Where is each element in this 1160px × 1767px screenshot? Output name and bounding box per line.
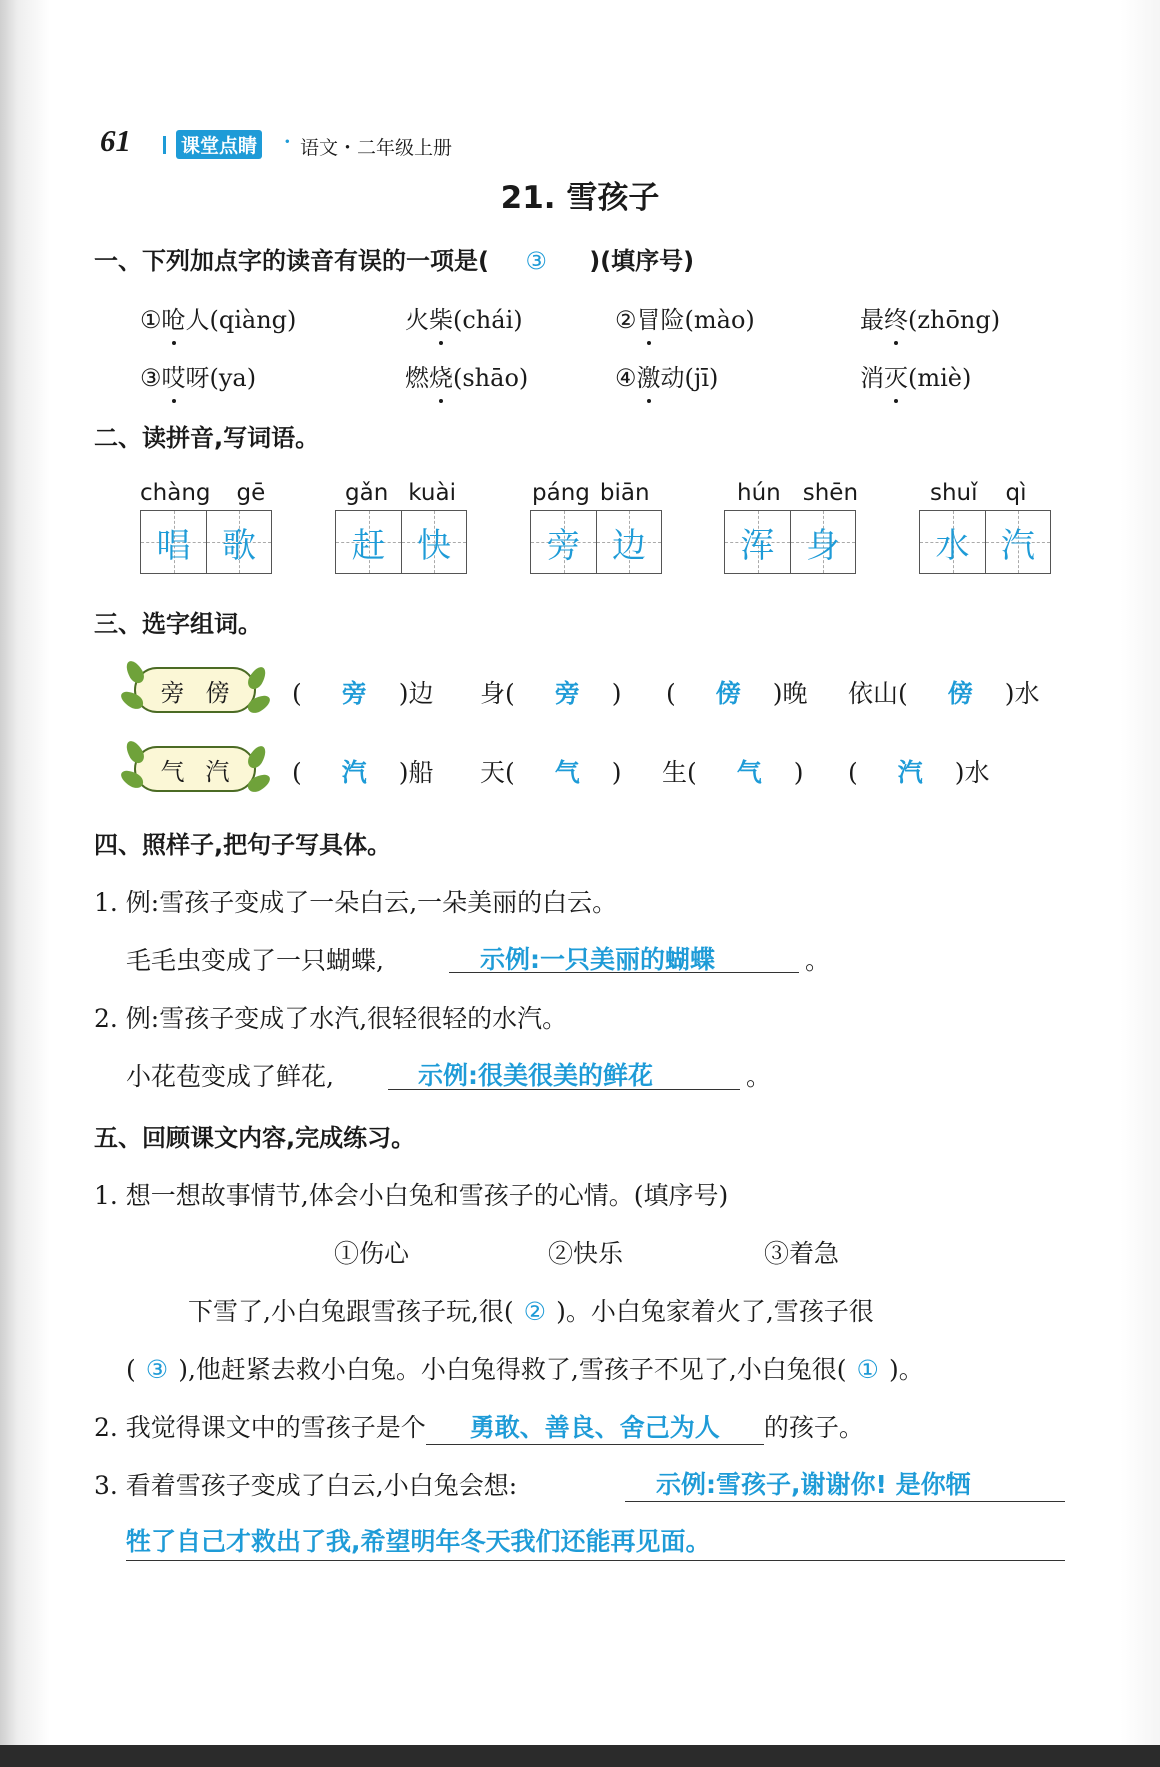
s5-question-3: 3. 看着雪孩子变成了白云,小白兔会想: [94,1471,518,1500]
tian-grid-4 [724,510,856,574]
pinyin-3: páng biān [532,480,650,506]
period: 。 [746,1062,772,1091]
s1-item-1: ①呛人(qiàng) [140,300,296,335]
s4-answer-2: 示例:很美很美的鲜花 [418,1061,653,1090]
grid-cell: 浑 [725,511,790,573]
s4-example-2: 2. 例:雪孩子变成了水汽,很轻很轻的水汽。 [94,1004,568,1033]
tian-grid-3 [530,510,662,574]
s3-r1-item4: 依山( 傍 )水 [848,679,1040,708]
s4-question-2: 小花苞变成了鲜花, [126,1062,334,1091]
brand-badge: 课堂点睛 [176,130,262,159]
s5-question-1: 1. 想一想故事情节,体会小白兔和雪孩子的心情。(填序号) [94,1181,729,1210]
grid-cell: 快 [401,511,466,573]
header-dot: · [284,131,291,153]
section4-heading: 四、照样子,把句子写具体。 [94,831,392,859]
s1-item-5: ③哎呀(ya) [140,358,256,393]
grid-cell: 身 [790,511,855,573]
bottom-bar [0,1745,1160,1767]
s1-item-3: ②冒险(mào) [615,300,755,335]
s1-item-2: 火柴(chái) [405,300,523,335]
tian-grid-2 [335,510,467,574]
pinyin-5: shuǐ qì [930,480,1027,506]
s5-answer-3-line2: 牲了自己才救出了我,希望明年冬天我们还能再见面。 [126,1527,711,1556]
s3-r2-item3: 生( 气 ) [662,758,804,787]
lesson-title: 21. 雪孩子 [500,180,660,216]
character-choice-badge-2: 气 汽 [134,746,256,792]
s5-question-2: 2. 我觉得课文中的雪孩子是个 勇敢、善良、舍己为人 的孩子。 [94,1408,864,1445]
s4-question-1: 毛毛虫变成了一只蝴蝶, [126,946,384,975]
s3-r1-item1: ( 旁 )边 [292,679,434,708]
pinyin-2: gǎn kuài [345,480,456,506]
s5-paragraph-line1: 下雪了,小白兔跟雪孩子玩,很( ② )。小白兔家着火了,雪孩子很 [188,1297,874,1326]
grid-cell: 边 [596,511,661,573]
section1-answer: ③ [525,247,547,275]
s5-option-2: ②快乐 [548,1239,624,1268]
s5-answer-2: 勇敢、善良、舍己为人 [426,1408,764,1445]
tian-grid-1 [140,510,272,574]
character-choice-badge-1: 旁 傍 [134,667,256,713]
grid-cell: 赶 [336,511,401,573]
s5-option-1: ①伤心 [334,1239,410,1268]
s5-answer-3-line1: 示例:雪孩子,谢谢你! 是你牺 [656,1470,971,1499]
section1-heading [94,241,694,276]
section1-heading-text: 一、下列加点字的读音有误的一项是( [94,247,489,275]
section2-heading: 二、读拼音,写词语。 [94,424,320,452]
grid-cell: 唱 [141,511,206,573]
s3-r2-item1: ( 汽 )船 [292,758,434,787]
page-number: 61 [100,123,131,158]
s4-example-1: 1. 例:雪孩子变成了一朵白云,一朵美丽的白云。 [94,888,618,917]
section5-heading: 五、回顾课文内容,完成练习。 [94,1124,416,1152]
section1-heading-end: )(填序号) [589,247,695,275]
grid-cell: 旁 [531,511,596,573]
subject-label: 语文・二年级上册 [300,137,453,159]
s1-item-8: 消灭(miè) [860,358,971,393]
s5-paragraph-line2: ( ③ ),他赶紧去救小白兔。小白兔得救了,雪孩子不见了,小白兔很( ① )。 [126,1355,924,1384]
s5-option-3: ③着急 [764,1239,840,1268]
s1-item-6: 燃烧(shāo) [405,358,528,393]
s3-r1-item3: ( 傍 )晚 [666,679,808,708]
tian-grid-5 [919,510,1051,574]
grid-cell: 汽 [985,511,1050,573]
pinyin-4: hún shēn [737,480,859,506]
header-separator [163,136,166,154]
grid-cell: 水 [920,511,985,573]
s3-r2-item4: ( 汽 )水 [848,758,990,787]
section3-heading: 三、选字组词。 [94,610,262,638]
s1-item-7: ④激动(jī) [615,358,718,393]
s1-item-4: 最终(zhōng) [860,300,1000,335]
s3-r1-item2: 身( 旁 ) [480,679,622,708]
period: 。 [805,946,831,975]
pinyin-1: chàng gē [140,480,266,506]
s3-r2-item2: 天( 气 ) [480,758,622,787]
s4-answer-1: 示例:一只美丽的蝴蝶 [480,945,715,974]
grid-cell: 歌 [206,511,271,573]
